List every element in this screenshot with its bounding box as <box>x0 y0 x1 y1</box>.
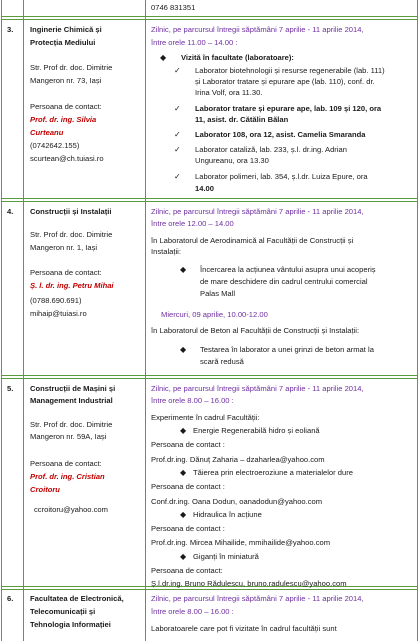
address: Str. Prof dr. doc. Dimitrie <box>30 230 113 239</box>
list-item: Laborator cataliză, lab. 233, ș.l. dr.ing. Adrian <box>195 145 347 154</box>
contact-person: Prof. dr. ing. Silvia <box>30 115 97 124</box>
list-item: și Laborator tratare și epurare ape (lab. 110), conf. dr. <box>195 77 375 86</box>
body-text: Prof.dr.ing. Mircea Mihailide, mmihailide@yahoo.com <box>151 538 331 547</box>
diamond-bullet-icon: ◆ <box>180 552 187 561</box>
contact-email[interactable]: scurtean@ch.tuiasi.ro <box>30 154 104 163</box>
row-number: 4. <box>7 207 14 216</box>
row-divider <box>1 589 418 590</box>
row-divider <box>1 16 418 17</box>
list-item: scară redusă <box>200 357 244 366</box>
list-item: Irina Volf, ora 11.30. <box>195 88 263 97</box>
row-divider <box>1 375 418 376</box>
contact-phone: (0742642.155) <box>30 141 80 150</box>
diamond-bullet-icon: ◆ <box>160 53 167 62</box>
list-item: 14.00 <box>195 184 215 193</box>
schedule-text: între orele 11.00 – 14.00 : <box>151 38 238 47</box>
contact-label: Persoana de contact: <box>30 268 102 277</box>
faculty-title: Construcții și Instalații <box>30 207 112 216</box>
border-right <box>417 0 418 641</box>
contact-label: Persoana de contact: <box>30 459 102 468</box>
check-bullet-icon: ✓ <box>174 66 181 75</box>
faculty-title: Inginerie Chimică și <box>30 25 102 34</box>
faculty-title: Facultatea de Electronică, <box>30 594 124 603</box>
body-text: Persoana de contact: <box>151 566 223 575</box>
list-item: Încercarea la acțiunea vântului asupra unui acoperiș <box>200 265 376 274</box>
body-text: Conf.dr.ing. Oana Dodun, oanadodun@yahoo.com <box>151 497 323 506</box>
contact-email[interactable]: mihaip@tuiasi.ro <box>30 309 87 318</box>
list-item: Laborator biotehnologii și resurse regenerabile (lab. 111) <box>195 66 385 75</box>
row-divider <box>1 198 418 199</box>
schedule-text: Zilnic, pe parcursul întregii săptămâni 7 aprilie - 11 aprilie 2014, <box>151 207 364 216</box>
diamond-bullet-icon: ◆ <box>180 345 187 354</box>
contact-person: Ș. l. dr. ing. Petru Mihai <box>30 281 114 290</box>
schedule-text: între orele 8.00 – 16.00 : <box>151 607 234 616</box>
list-item: Tăierea prin electroeroziune a materialelor dure <box>193 468 353 477</box>
contact-person: Curteanu <box>30 128 64 137</box>
top-phone: 0746 831351 <box>151 3 196 12</box>
row-number: 3. <box>7 25 14 34</box>
body-text: Prof.dr.ing. Dănuț Zaharia – dzaharlea@yahoo.com <box>151 455 325 464</box>
row-divider <box>1 19 418 20</box>
list-item: Giganți în miniatură <box>193 552 259 561</box>
faculty-title: Tehnologia Informației <box>30 620 111 629</box>
list-item: de mare deschidere din cadrul centrului comercial <box>200 277 368 286</box>
contact-label: Persoana de contact: <box>30 102 102 111</box>
row-divider <box>1 378 418 379</box>
list-item: Energie Regenerabilă hidro și eoliană <box>193 426 320 435</box>
body-text: Instalații: <box>151 247 181 256</box>
address: Str. Prof dr. doc. Dimitrie <box>30 420 113 429</box>
schedule-text: Miercuri, 09 aprilie, 10.00-12.00 <box>161 310 268 319</box>
faculty-title: Protecția Mediului <box>30 38 96 47</box>
body-text: în Laboratorul de Beton al Facultății de Construcții și Instalații: <box>151 326 360 335</box>
address: Str. Prof dr. doc. Dimitrie <box>30 63 113 72</box>
diamond-bullet-icon: ◆ <box>180 426 187 435</box>
border-col2 <box>145 0 146 641</box>
contact-email[interactable]: ccroitoru@yahoo.com <box>34 505 108 514</box>
list-item: Ungureanu, ora 13.30 <box>195 156 269 165</box>
diamond-bullet-icon: ◆ <box>180 265 187 274</box>
body-text: Laboratoarele care pot fi vizitate în cadrul facultății sunt <box>151 624 337 633</box>
address: Mangeron nr. 59A, Iași <box>30 432 107 441</box>
check-bullet-icon: ✓ <box>174 104 181 113</box>
list-item: Laborator 108, ora 12, asist. Camelia Smaranda <box>195 130 366 139</box>
body-text: în Laboratorul de Aerodinamică al Facultății de Construcții și <box>151 236 354 245</box>
contact-person: Croitoru <box>30 485 60 494</box>
diamond-bullet-icon: ◆ <box>180 468 187 477</box>
contact-person: Prof. dr. ing. Cristian <box>30 472 105 481</box>
list-item: 11, asist. dr. Cătălin Bălan <box>195 115 289 124</box>
faculty-title: Construcții de Mașini și <box>30 384 116 393</box>
border-left <box>1 0 2 641</box>
body-text: Persoana de contact : <box>151 524 225 533</box>
check-bullet-icon: ✓ <box>174 145 181 154</box>
body-text: Ș.l.dr.ing. Bruno Rădulescu, bruno.radulescu@yahoo.com <box>151 579 347 588</box>
faculty-title: Management Industrial <box>30 396 113 405</box>
faculty-title: Telecomunicații și <box>30 607 96 616</box>
list-item: Laborator polimeri, lab. 354, ș.l.dr. Luiza Epure, ora <box>195 172 368 181</box>
schedule-text: între orele 12.00 – 14.00 <box>151 219 234 228</box>
diamond-bullet-icon: ◆ <box>180 510 187 519</box>
schedule-text: Zilnic, pe parcursul întregii săptămâni 7 aprilie - 11 aprilie 2014, <box>151 25 364 34</box>
body-text: Persoana de contact : <box>151 482 225 491</box>
list-item: Palas Mall <box>200 289 236 298</box>
schedule-text: Zilnic, pe parcursul întregii săptămâni 7 aprilie - 11 aprilie 2014, <box>151 594 364 603</box>
address: Mangeron nr. 1, Iași <box>30 243 98 252</box>
list-item: Hidraulica în acțiune <box>193 510 262 519</box>
list-item: Vizită în facultate (laboratoare): <box>181 53 294 62</box>
schedule-text: între orele 8.00 – 16.00 : <box>151 396 234 405</box>
border-col1 <box>23 0 24 641</box>
body-text: Persoana de contact : <box>151 440 225 449</box>
list-item: Testarea în laborator a unei grinzi de beton armat la <box>200 345 374 354</box>
body-text: Experimente în cadrul Facultății: <box>151 413 260 422</box>
address: Mangeron nr. 73, Iași <box>30 76 102 85</box>
list-item: Laborator tratare și epurare ape, lab. 109 și 120, ora <box>195 104 382 113</box>
check-bullet-icon: ✓ <box>174 130 181 139</box>
row-divider <box>1 201 418 202</box>
schedule-text: Zilnic, pe parcursul întregii săptămâni 7 aprilie - 11 aprilie 2014, <box>151 384 364 393</box>
contact-phone: (0788.690.691) <box>30 296 82 305</box>
row-number: 6. <box>7 594 14 603</box>
check-bullet-icon: ✓ <box>174 172 181 181</box>
row-number: 5. <box>7 384 14 393</box>
